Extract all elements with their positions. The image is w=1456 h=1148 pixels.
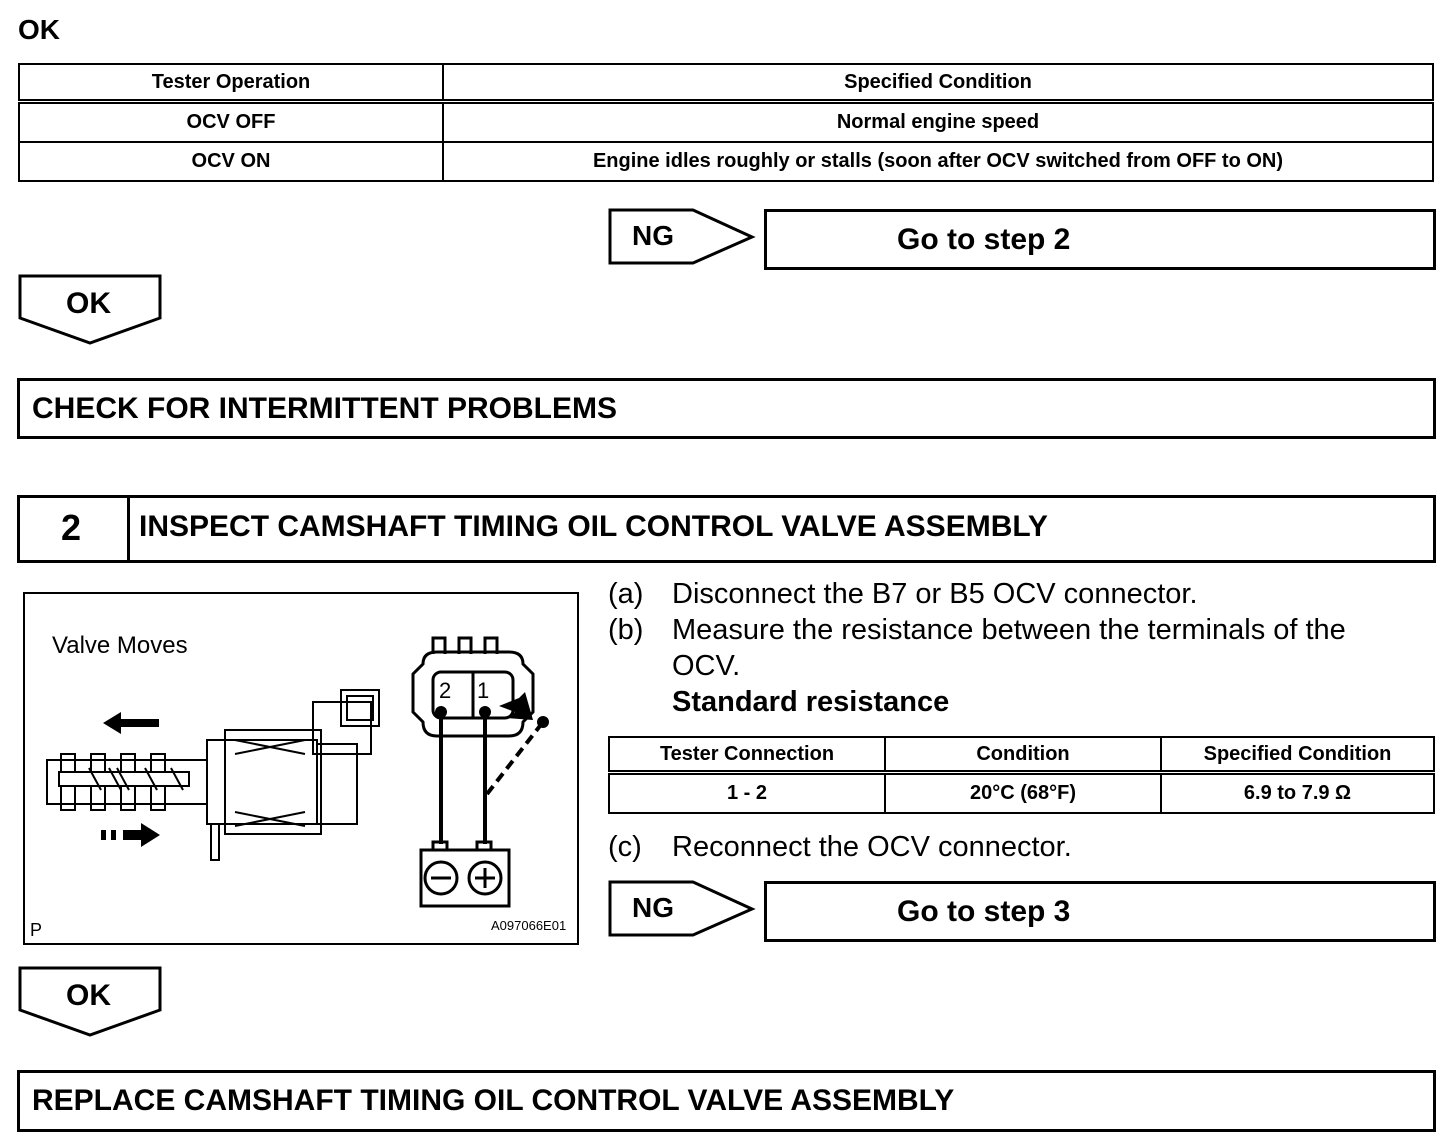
terminal-2-label: 2 [439, 678, 452, 703]
table-header-cell: Specified Condition [1161, 737, 1434, 773]
terminal-1-label: 1 [477, 678, 490, 703]
figure-code: A097066E01 [491, 918, 567, 933]
step-number: 2 [61, 507, 82, 548]
standard-resistance-title: Standard resistance [672, 686, 950, 718]
table-cell: Engine idles roughly or stalls (soon after OCV switched from OFF to ON) [443, 142, 1433, 181]
table-header-cell: Tester Connection [609, 737, 885, 773]
table-cell: 20°C (68°F) [885, 773, 1161, 814]
table-header-cell: Condition [885, 737, 1161, 773]
table-header-cell: Tester Operation [19, 64, 443, 102]
instruction-text: Reconnect the OCV connector. [672, 831, 1072, 863]
table-cell: 1 - 2 [609, 773, 885, 814]
valve-moves-label: Valve Moves [52, 632, 188, 659]
instruction-label: (a) [608, 578, 644, 610]
step-header-divider [127, 495, 130, 563]
probe-move-arrow-icon [499, 692, 533, 720]
check-intermittent-box [17, 378, 1436, 439]
table-cell: Normal engine speed [443, 102, 1433, 143]
dashed-arrow-icon [101, 830, 106, 840]
ok-label: OK [66, 979, 111, 1012]
instruction-label: (c) [608, 831, 642, 863]
ng-label: NG [632, 220, 674, 251]
table-row [609, 773, 1434, 814]
connector-icon [413, 638, 533, 736]
table-header-row [609, 737, 1434, 773]
instruction-label: (b) [608, 614, 644, 646]
section-result-label: OK [18, 14, 60, 45]
goto-step-3-text: Go to step 3 [897, 894, 1071, 928]
left-arrow-icon [103, 712, 159, 734]
goto-step-2-text: Go to step 2 [897, 222, 1071, 256]
resistance-table [608, 736, 1435, 814]
ng-label: NG [632, 892, 674, 923]
table-cell: 6.9 to 7.9 Ω [1161, 773, 1434, 814]
replace-ocv-box [17, 1070, 1436, 1132]
goto-step-2-box[interactable] [764, 209, 1436, 270]
table-cell: OCV ON [19, 142, 443, 181]
action-text: REPLACE CAMSHAFT TIMING OIL CONTROL VALVE ASSEMBLY [32, 1084, 955, 1117]
valve-body [47, 690, 379, 860]
probe-wires [441, 712, 543, 844]
instruction-text: Measure the resistance between the terminals of the [672, 614, 1346, 646]
battery-icon [421, 842, 509, 906]
table-header-cell: Specified Condition [443, 64, 1433, 102]
table-cell: OCV OFF [19, 102, 443, 143]
instruction-text-cont: OCV. [672, 650, 741, 682]
goto-step-3-box[interactable] [764, 881, 1436, 942]
ok-label: OK [66, 287, 111, 320]
step-title: INSPECT CAMSHAFT TIMING OIL CONTROL VALVE ASSEMBLY [139, 510, 1048, 543]
figure-corner-label: P [30, 920, 43, 940]
action-text: CHECK FOR INTERMITTENT PROBLEMS [32, 391, 617, 425]
instruction-text: Disconnect the B7 or B5 OCV connector. [672, 578, 1198, 610]
ocv-figure [23, 592, 579, 945]
